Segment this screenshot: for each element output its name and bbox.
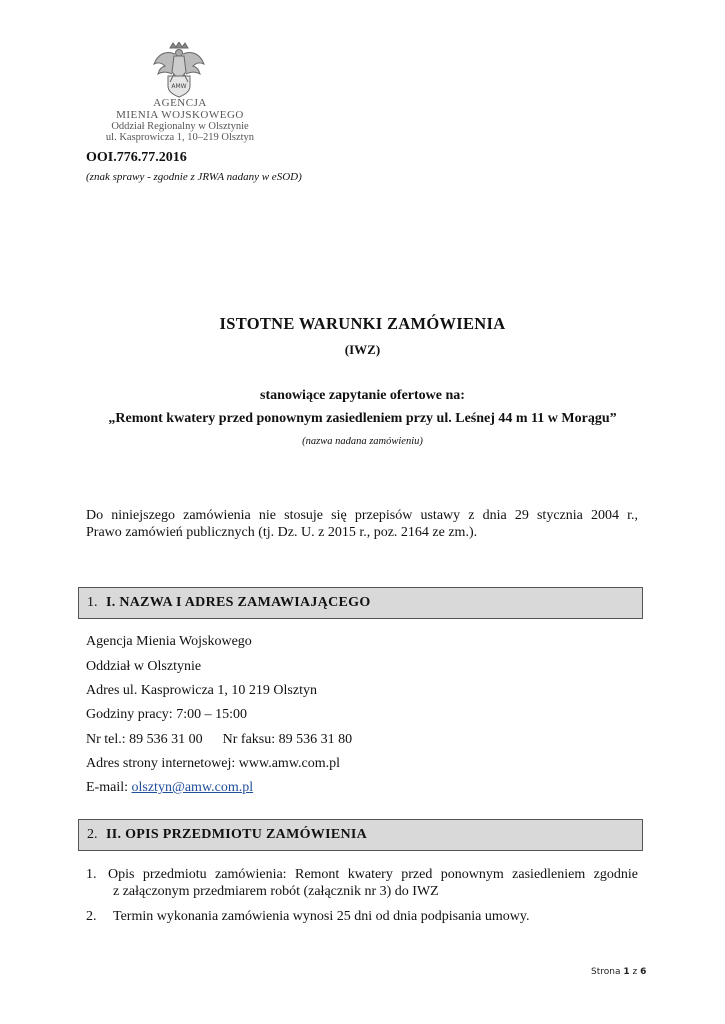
svg-text:AMW: AMW bbox=[171, 83, 187, 90]
agency-name-line1: AGENCJA bbox=[153, 97, 207, 109]
current-page: 1 bbox=[623, 967, 630, 977]
phone-fax-line bbox=[86, 732, 352, 748]
list-item-number: 1. bbox=[86, 867, 97, 882]
email-link[interactable]: olsztyn@amw.com.pl bbox=[131, 780, 254, 795]
page-number bbox=[591, 967, 646, 977]
list-item-text: Opis przedmiotu zamówienia: Remont kwatery przed ponownym zasiedleniem zgodnie bbox=[108, 867, 638, 882]
notice-line2: Prawo zamówień publicznych (tj. Dz. U. z 2015 r., poz. 2164 ze zm.). bbox=[86, 525, 478, 540]
order-name-note: (nazwa nadana zamówieniu) bbox=[302, 436, 423, 447]
amw-emblem-logo bbox=[148, 42, 210, 98]
section-title: I. NAZWA I ADRES ZAMAWIAJĄCEGO bbox=[106, 595, 371, 610]
document-abbrev: (IWZ) bbox=[344, 342, 381, 357]
section-number: 2. bbox=[87, 827, 98, 842]
email-label: E-mail: bbox=[86, 780, 132, 795]
total-pages: 6 bbox=[640, 967, 647, 977]
section-title: II. OPIS PRZEDMIOTU ZAMÓWIENIA bbox=[106, 827, 368, 842]
list-item-text-continued: z załączonym przedmiarem robót (załącznik nr 3) do IWZ bbox=[113, 884, 439, 899]
list-item-number: 2. bbox=[86, 909, 97, 924]
section-header-1 bbox=[78, 587, 643, 619]
contracting-authority-address: Adres ul. Kasprowicza 1, 10 219 Olsztyn bbox=[86, 683, 317, 698]
contracting-authority-branch: Oddział w Olsztynie bbox=[86, 659, 202, 674]
contracting-authority-name: Agencja Mienia Wojskowego bbox=[86, 634, 252, 649]
order-intro: stanowiące zapytanie ofertowe na: bbox=[260, 388, 465, 403]
email-line bbox=[86, 780, 253, 796]
page-separator: z bbox=[629, 967, 641, 977]
office-hours: Godziny pracy: 7:00 – 15:00 bbox=[86, 707, 247, 722]
section-number: 1. bbox=[87, 595, 98, 610]
case-number-note: (znak sprawy - zgodnie z JRWA nadany w eSOD) bbox=[86, 171, 302, 183]
agency-branch: Oddział Regionalny w Olsztynie bbox=[111, 121, 249, 132]
list-item-text: Termin wykonania zamówienia wynosi 25 dni od dnia podpisania umowy. bbox=[113, 909, 530, 924]
document-title: ISTOTNE WARUNKI ZAMÓWIENIA bbox=[219, 314, 506, 333]
section-header-2 bbox=[78, 819, 643, 851]
order-name: „Remont kwatery przed ponownym zasiedleniem przy ul. Leśnej 44 m 11 w Morągu” bbox=[108, 411, 617, 426]
page-label: Strona bbox=[591, 967, 624, 977]
website-address: Adres strony internetowej: www.amw.com.pl bbox=[86, 756, 341, 771]
fax-number: Nr faksu: 89 536 31 80 bbox=[222, 732, 353, 747]
agency-address: ul. Kasprowicza 1, 10–219 Olsztyn bbox=[105, 132, 255, 143]
notice-line1: Do niniejszego zamówienia nie stosuje się przepisów ustawy z dnia 29 stycznia 2004 r., bbox=[86, 508, 638, 523]
phone-number: Nr tel.: 89 536 31 00 bbox=[86, 732, 203, 747]
case-number: OOI.776.77.2016 bbox=[86, 150, 187, 165]
agency-name-line2: MIENIA WOJSKOWEGO bbox=[116, 109, 244, 121]
